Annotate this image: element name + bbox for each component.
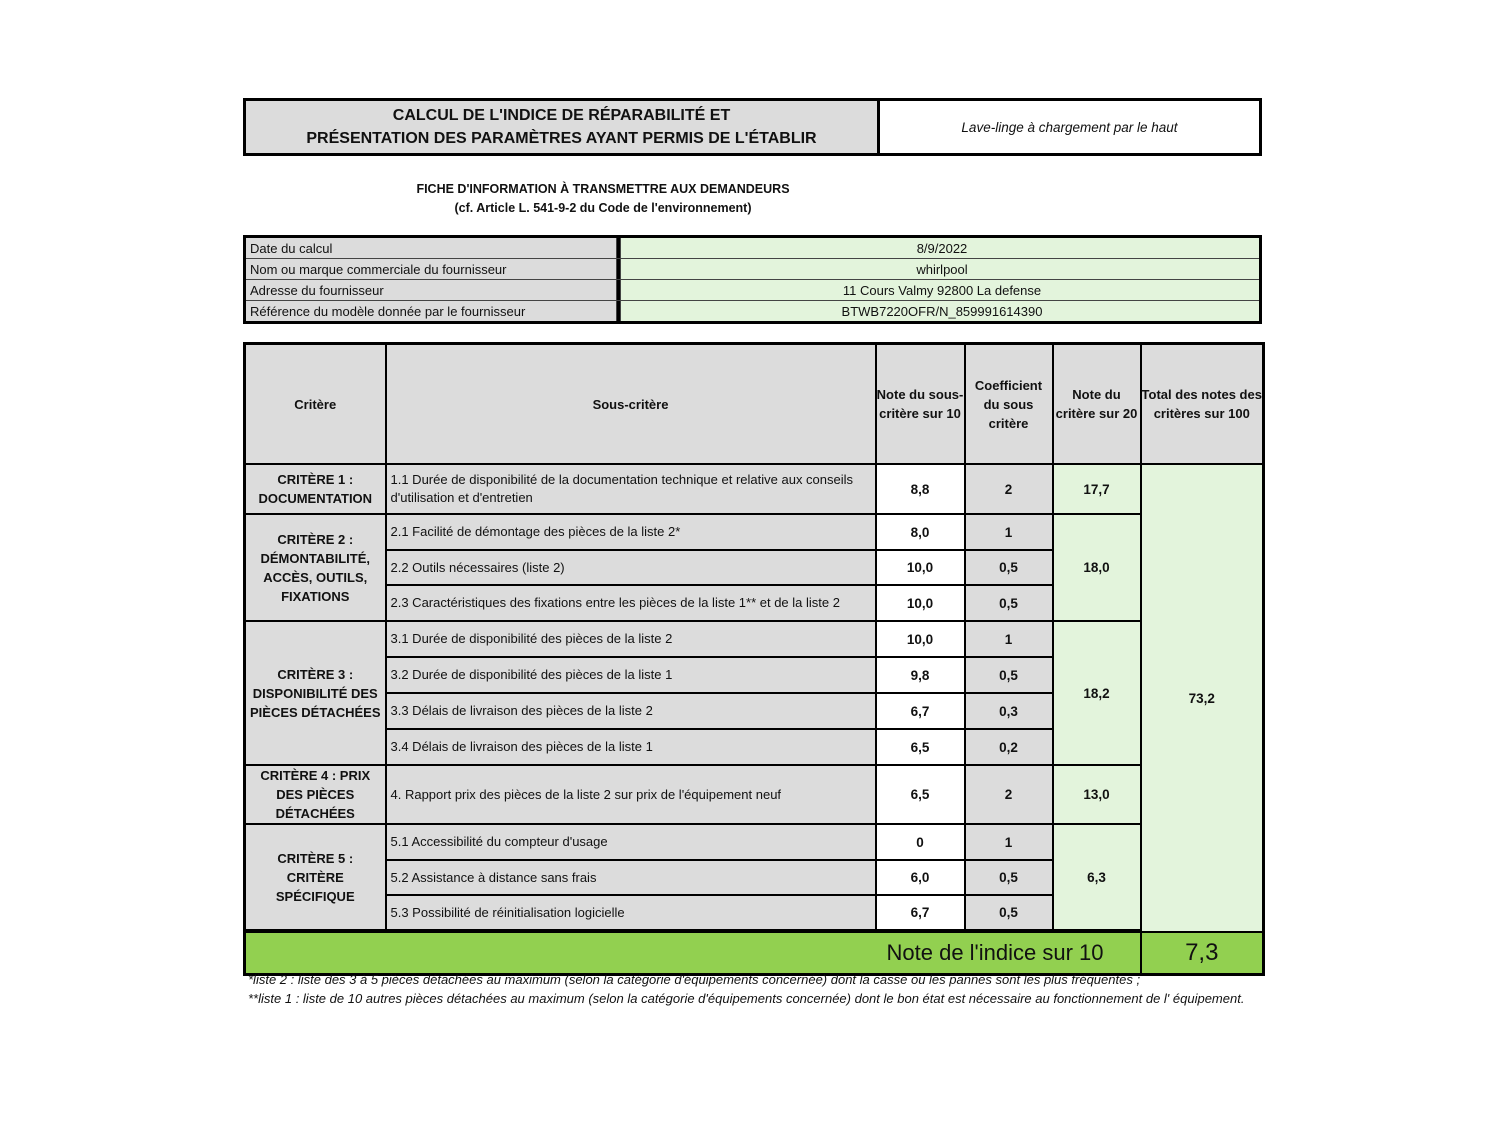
subcriterion-label: 4. Rapport prix des pièces de la liste 2 sur prix de l'équipement neuf	[386, 765, 876, 824]
header-note-sous-critere: Note du sous-critère sur 10	[876, 344, 965, 465]
subcriterion-label: 5.1 Accessibilité du compteur d'usage	[386, 824, 876, 860]
subcriterion-label: 5.3 Possibilité de réinitialisation logicielle	[386, 895, 876, 930]
subcriterion-note: 10,0	[876, 585, 965, 621]
table-row	[245, 514, 1264, 550]
subcriterion-note: 6,0	[876, 860, 965, 895]
info-row	[245, 280, 1261, 301]
subcriterion-coef: 1	[965, 824, 1053, 860]
score-table	[243, 342, 1265, 976]
header-note-critere: Note du critère sur 20	[1053, 344, 1141, 465]
subtitle-line2: (cf. Article L. 541-9-2 du Code de l'environnement)	[454, 201, 752, 215]
subcriterion-note: 10,0	[876, 550, 965, 585]
subcriterion-note: 8,8	[876, 464, 965, 514]
table-row	[245, 621, 1264, 657]
subcriterion-label: 2.1 Facilité de démontage des pièces de la liste 2*	[386, 514, 876, 550]
info-label: Nom ou marque commerciale du fournisseur	[245, 259, 617, 280]
subtitle-line1: FICHE D'INFORMATION À TRANSMETTRE AUX DEMANDEURS	[416, 182, 790, 196]
info-label: Date du calcul	[245, 237, 617, 259]
subcriterion-label: 5.2 Assistance à distance sans frais	[386, 860, 876, 895]
subcriterion-note: 8,0	[876, 514, 965, 550]
header-sous-critere: Sous-critère	[386, 344, 876, 465]
criterion-name: CRITÈRE 4 : PRIX DES PIÈCES DÉTACHÉES	[245, 765, 386, 824]
subcriterion-coef: 0,5	[965, 550, 1053, 585]
subcriterion-label: 2.3 Caractéristiques des fixations entre les pièces de la liste 1** et de la liste 2	[386, 585, 876, 621]
criterion-name: CRITÈRE 1 : DOCUMENTATION	[245, 464, 386, 514]
criterion-note: 18,2	[1053, 621, 1141, 765]
info-row	[245, 301, 1261, 323]
subcriterion-coef: 0,5	[965, 860, 1053, 895]
final-score-row	[245, 932, 1264, 975]
subcriterion-note: 6,5	[876, 765, 965, 824]
header-title-line1: CALCUL DE L'INDICE DE RÉPARABILITÉ ET	[392, 107, 731, 124]
subcriterion-label: 2.2 Outils nécessaires (liste 2)	[386, 550, 876, 585]
subcriterion-coef: 0,5	[965, 585, 1053, 621]
subcriterion-label: 3.4 Délais de livraison des pièces de la liste 1	[386, 729, 876, 765]
info-row	[245, 259, 1261, 280]
header-title-line2: PRÉSENTATION DES PARAMÈTRES AYANT PERMIS DE L'ÉTABLIR	[306, 130, 817, 147]
info-value: BTWB7220OFR/N_859991614390	[621, 301, 1261, 323]
subcriterion-note: 6,7	[876, 895, 965, 930]
subcriterion-coef: 1	[965, 621, 1053, 657]
subcriterion-coef: 0,5	[965, 657, 1053, 693]
info-value: 11 Cours Valmy 92800 La defense	[621, 280, 1261, 301]
header-total: Total des notes des critères sur 100	[1141, 344, 1264, 465]
criterion-note: 17,7	[1053, 464, 1141, 514]
subcriterion-note: 9,8	[876, 657, 965, 693]
subcriterion-label: 3.3 Délais de livraison des pièces de la liste 2	[386, 693, 876, 729]
subcriterion-label: 3.1 Durée de disponibilité des pièces de la liste 2	[386, 621, 876, 657]
criterion-note: 13,0	[1053, 765, 1141, 824]
info-row	[245, 237, 1261, 259]
footnotes	[248, 970, 1258, 1008]
info-label: Référence du modèle donnée par le fournisseur	[245, 301, 617, 323]
info-value: whirlpool	[621, 259, 1261, 280]
subcriterion-label: 3.2 Durée de disponibilité des pièces de la liste 1	[386, 657, 876, 693]
criterion-note: 6,3	[1053, 824, 1141, 930]
subcriterion-note: 0	[876, 824, 965, 860]
header-title	[246, 101, 880, 153]
criterion-name: CRITÈRE 5 : CRITÈRE SPÉCIFIQUE	[245, 824, 386, 930]
subcriterion-note: 6,7	[876, 693, 965, 729]
footnote-1: *liste 2 : liste des 3 à 5 pièces détachées au maximum (selon la catégorie d'équipements concernée) dont la casse ou les pannes sont les plus fréquentes ;	[248, 972, 1141, 987]
total-100: 73,2	[1141, 464, 1264, 932]
footnote-2: **liste 1 : liste de 10 autres pièces détachées au maximum (selon la catégorie d'équipements concernée) dont le bon état est nécessaire au fonctionnement de l' équipement.	[248, 991, 1245, 1006]
criterion-name: CRITÈRE 3 : DISPONIBILITÉ DES PIÈCES DÉTACHÉES	[245, 621, 386, 765]
info-table	[243, 235, 1262, 324]
table-row	[245, 464, 1264, 514]
subcriterion-label: 1.1 Durée de disponibilité de la documentation technique et relative aux conseils d'utilisation et d'entretien	[386, 464, 876, 514]
subcriterion-note: 6,5	[876, 729, 965, 765]
criterion-name: CRITÈRE 2 : DÉMONTABILITÉ, ACCÈS, OUTILS, FIXATIONS	[245, 514, 386, 621]
info-value: 8/9/2022	[621, 237, 1261, 259]
final-score-label: Note de l'indice sur 10	[245, 932, 1141, 975]
subcriterion-note: 10,0	[876, 621, 965, 657]
subtitle	[243, 180, 963, 218]
table-row	[245, 824, 1264, 860]
table-row	[245, 765, 1264, 824]
header-critere: Critère	[245, 344, 386, 465]
table-header-row	[245, 344, 1264, 465]
info-label: Adresse du fournisseur	[245, 280, 617, 301]
subcriterion-coef: 2	[965, 464, 1053, 514]
header-box	[243, 98, 1262, 156]
header-coefficient: Coefficient du sous critère	[965, 344, 1053, 465]
final-score-value: 7,3	[1141, 932, 1264, 975]
subcriterion-coef: 0,5	[965, 895, 1053, 930]
subcriterion-coef: 0,3	[965, 693, 1053, 729]
product-type: Lave-linge à chargement par le haut	[961, 119, 1178, 135]
subcriterion-coef: 1	[965, 514, 1053, 550]
criterion-note: 18,0	[1053, 514, 1141, 621]
subcriterion-coef: 2	[965, 765, 1053, 824]
subcriterion-coef: 0,2	[965, 729, 1053, 765]
